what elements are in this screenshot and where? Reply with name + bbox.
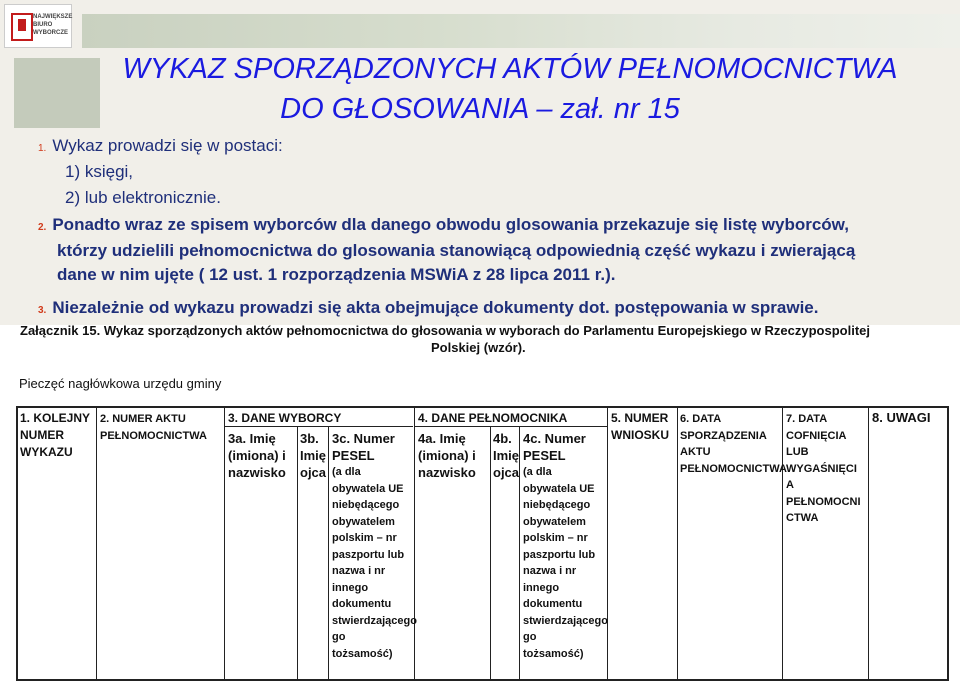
column-header-application-number: 5. NUMER WNIOSKU bbox=[611, 411, 669, 442]
list-number: 1. bbox=[38, 143, 47, 154]
table-gridline bbox=[16, 406, 18, 681]
column-note-voter-pesel: (a dla obywatela UE niebędącego obywatelem polskim – nr paszportu lub nazwa i nr innego dokumentu stwierdzającego go tożsamość) bbox=[332, 466, 417, 660]
table-gridline bbox=[16, 679, 949, 681]
attachment-title: Załącznik 15. Wykaz sporządzonych aktów pełnomocnictwa do głosowania w wyborach do Parlamentu Europejskiego w Rzeczypospolitej bbox=[20, 323, 871, 338]
list-number: 2. bbox=[38, 222, 47, 233]
column-header-number: 1. KOLEJNY NUMER WYKAZU bbox=[20, 411, 91, 459]
list-number: 3. bbox=[38, 305, 47, 316]
slide-title-line-2: DO GŁOSOWANIA – zał. nr 15 bbox=[280, 93, 680, 125]
table-gridline bbox=[328, 427, 329, 681]
column-header-proxy-father: 4b. Imię ojca bbox=[493, 431, 520, 480]
column-header-voter-name: 3a. Imię (imiona) i nazwisko bbox=[228, 431, 286, 480]
column-note-proxy-pesel: (a dla obywatela UE niebędącego obywatelem polskim – nr paszportu lub nazwa i nr innego dokumentu stwierdzającego go tożsamość) bbox=[523, 466, 608, 660]
column-header-issue-date: 6. DATA SPORZĄDZENIA AKTU PEŁNOMOCNICTWA bbox=[680, 413, 787, 475]
column-header-voter-father: 3b. Imię ojca bbox=[300, 431, 327, 480]
table-gridline bbox=[16, 406, 949, 408]
column-header-act-number: 2. NUMER AKTU PEŁNOMOCNICTWA bbox=[100, 413, 207, 442]
table-gridline bbox=[490, 427, 491, 681]
column-header-voter: 3. DANE WYBORCY bbox=[228, 411, 342, 425]
list-subitem-2: 2) lub elektronicznie. bbox=[65, 188, 221, 207]
table-gridline bbox=[519, 427, 520, 681]
table-gridline bbox=[677, 406, 678, 681]
table-gridline bbox=[224, 406, 225, 681]
column-header-voter-pesel: 3c. Numer PESEL bbox=[332, 431, 395, 463]
column-header-proxy-pesel: 4c. Numer PESEL bbox=[523, 431, 586, 463]
logo-mark-icon bbox=[11, 13, 33, 41]
slide-title-line-1: WYKAZ SPORZĄDZONYCH AKTÓW PEŁNOMOCNICTWA bbox=[122, 53, 898, 85]
table-gridline bbox=[868, 406, 869, 681]
list-item-1: 1. Wykaz prowadzi się w postaci: bbox=[38, 136, 283, 155]
header-stripe bbox=[82, 14, 960, 48]
attachment-title-line-2: Polskiej (wzór). bbox=[431, 340, 526, 355]
logo-text: NAJWIĘKSZE BIURO WYBORCZE bbox=[33, 14, 73, 36]
column-header-proxy-name: 4a. Imię (imiona) i nazwisko bbox=[418, 431, 476, 480]
list-item-2-line-3: dane w nim ujęte ( 12 ust. 1 rozporządzenia MSWiA z 28 lipca 2011 r.). bbox=[57, 265, 616, 284]
column-header-revocation-date: 7. DATA COFNIĘCIA LUB WYGAŚNIĘCI A PEŁNOMOCNI CTWA bbox=[786, 413, 861, 524]
logo bbox=[4, 4, 72, 48]
office-stamp-label: Pieczęć nagłówkowa urzędu gminy bbox=[19, 376, 222, 391]
table-gridline bbox=[947, 406, 949, 681]
table-gridline bbox=[96, 406, 97, 681]
column-header-proxy: 4. DANE PEŁNOMOCNIKA bbox=[418, 411, 568, 425]
list-subitem-1: 1) księgi, bbox=[65, 162, 134, 181]
list-item-3: 3. Niezależnie od wykazu prowadzi się akta obejmujące dokumenty dot. postępowania w sprawie. bbox=[38, 298, 819, 317]
column-header-notes: 8. UWAGI bbox=[872, 410, 931, 425]
list-item-2: 2. Ponadto wraz ze spisem wyborców dla danego obwodu glosowania przekazuje się listę wyborców, bbox=[38, 215, 849, 234]
table-gridline bbox=[297, 427, 298, 681]
list-item-2-line-2: którzy udzielili pełnomocnictwa do glosowania stanowiącą odpowiednią część wykazu i zwierającą bbox=[57, 241, 856, 260]
